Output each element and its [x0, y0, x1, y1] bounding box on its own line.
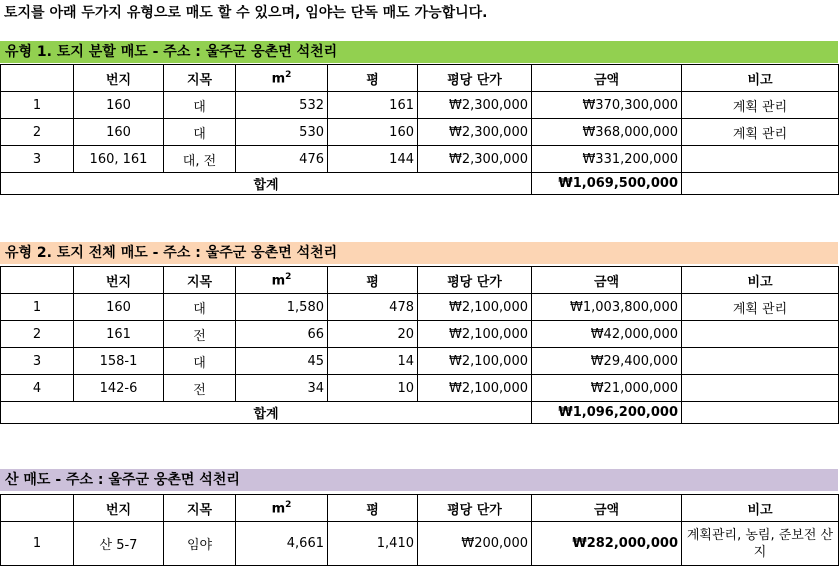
col-no [1, 65, 74, 92]
col-no [1, 267, 74, 294]
col-pyeong: 평 [328, 267, 418, 294]
total-amount: ₩1,069,500,000 [532, 173, 682, 195]
row-unit-price: ₩2,100,000 [418, 321, 532, 348]
col-category: 지목 [164, 267, 236, 294]
row-amount: ₩331,200,000 [532, 146, 682, 173]
row-amount: ₩42,000,000 [532, 321, 682, 348]
col-no [1, 495, 74, 522]
col-m2: $m^2$ [236, 65, 328, 92]
col-lot: 번지 [74, 495, 164, 522]
row-amount: ₩368,000,000 [532, 119, 682, 146]
row-no: 4 [1, 375, 74, 402]
row-lot: 160 [74, 294, 164, 321]
table-row [1, 146, 839, 173]
row-category: 임야 [164, 522, 236, 566]
table-row [1, 522, 839, 566]
total-row [1, 173, 839, 195]
row-unit-price: ₩2,100,000 [418, 294, 532, 321]
total-label: 합계 [1, 173, 532, 195]
row-unit-price: ₩2,100,000 [418, 348, 532, 375]
row-pyeong: 478 [328, 294, 418, 321]
total-label: 합계 [1, 402, 532, 424]
row-m2: 530 [236, 119, 328, 146]
table-header-row [1, 495, 839, 522]
row-note: 계획 관리 [682, 92, 839, 119]
row-amount: ₩29,400,000 [532, 348, 682, 375]
row-unit-price: ₩2,100,000 [418, 375, 532, 402]
table-row [1, 348, 839, 375]
row-note [682, 348, 839, 375]
row-category: 대, 전 [164, 146, 236, 173]
table-row [1, 119, 839, 146]
row-m2: 45 [236, 348, 328, 375]
row-category: 대 [164, 119, 236, 146]
col-amount: 금액 [532, 267, 682, 294]
type1-title-band: 유형 1. 토지 분할 매도 - 주소 : 울주군 웅촌면 석천리 [0, 41, 838, 63]
row-note [682, 146, 839, 173]
row-pyeong: 20 [328, 321, 418, 348]
col-unit-price: 평당 단가 [418, 267, 532, 294]
row-note [682, 375, 839, 402]
row-no: 2 [1, 119, 74, 146]
col-pyeong: 평 [328, 495, 418, 522]
row-amount: ₩370,300,000 [532, 92, 682, 119]
col-note: 비고 [682, 495, 839, 522]
row-lot: 산 5-7 [74, 522, 164, 566]
col-note: 비고 [682, 267, 839, 294]
row-amount: ₩282,000,000 [532, 522, 682, 566]
row-pyeong: 14 [328, 348, 418, 375]
row-no: 3 [1, 146, 74, 173]
row-no: 3 [1, 348, 74, 375]
row-m2: 66 [236, 321, 328, 348]
type2-title-band: 유형 2. 토지 전체 매도 - 주소 : 울주군 웅촌면 석천리 [0, 242, 838, 264]
row-no: 1 [1, 522, 74, 566]
type1-table [0, 64, 839, 195]
row-m2: 4,661 [236, 522, 328, 566]
total-amount: ₩1,096,200,000 [532, 402, 682, 424]
row-note: 계획 관리 [682, 119, 839, 146]
row-no: 2 [1, 321, 74, 348]
table-header-row [1, 65, 839, 92]
row-category: 대 [164, 92, 236, 119]
row-pyeong: 1,410 [328, 522, 418, 566]
type2-table [0, 266, 839, 424]
col-amount: 금액 [532, 495, 682, 522]
row-pyeong: 144 [328, 146, 418, 173]
row-pyeong: 10 [328, 375, 418, 402]
row-unit-price: ₩200,000 [418, 522, 532, 566]
intro-text: 토지를 아래 두가지 유형으로 매도 할 수 있으며, 임야는 단독 매도 가능합니다. [4, 5, 488, 21]
row-m2: 34 [236, 375, 328, 402]
row-pyeong: 161 [328, 92, 418, 119]
row-m2: 1,580 [236, 294, 328, 321]
row-note: 계획 관리 [682, 294, 839, 321]
col-m2: $m^2$ [236, 267, 328, 294]
forest-title-band: 산 매도 - 주소 : 울주군 웅촌면 석천리 [0, 469, 838, 491]
col-lot: 번지 [74, 65, 164, 92]
col-pyeong: 평 [328, 65, 418, 92]
row-lot: 142-6 [74, 375, 164, 402]
row-amount: ₩1,003,800,000 [532, 294, 682, 321]
row-no: 1 [1, 294, 74, 321]
row-lot: 160 [74, 119, 164, 146]
col-category: 지목 [164, 65, 236, 92]
total-row [1, 402, 839, 424]
row-lot: 158-1 [74, 348, 164, 375]
row-lot: 160, 161 [74, 146, 164, 173]
row-category: 대 [164, 348, 236, 375]
table-row [1, 294, 839, 321]
row-no: 1 [1, 92, 74, 119]
table-row [1, 92, 839, 119]
table-row [1, 375, 839, 402]
col-amount: 금액 [532, 65, 682, 92]
row-category: 대 [164, 294, 236, 321]
row-m2: 532 [236, 92, 328, 119]
row-note [682, 321, 839, 348]
row-category: 전 [164, 321, 236, 348]
row-unit-price: ₩2,300,000 [418, 119, 532, 146]
row-category: 전 [164, 375, 236, 402]
forest-table [0, 494, 839, 566]
col-category: 지목 [164, 495, 236, 522]
col-unit-price: 평당 단가 [418, 495, 532, 522]
row-note: 계획관리, 농림, 준보전 산지 [682, 522, 839, 566]
col-lot: 번지 [74, 267, 164, 294]
col-note: 비고 [682, 65, 839, 92]
row-unit-price: ₩2,300,000 [418, 92, 532, 119]
col-unit-price: 평당 단가 [418, 65, 532, 92]
row-unit-price: ₩2,300,000 [418, 146, 532, 173]
table-row [1, 321, 839, 348]
row-lot: 161 [74, 321, 164, 348]
col-m2: $m^2$ [236, 495, 328, 522]
row-pyeong: 160 [328, 119, 418, 146]
row-m2: 476 [236, 146, 328, 173]
row-amount: ₩21,000,000 [532, 375, 682, 402]
row-lot: 160 [74, 92, 164, 119]
table-header-row [1, 267, 839, 294]
